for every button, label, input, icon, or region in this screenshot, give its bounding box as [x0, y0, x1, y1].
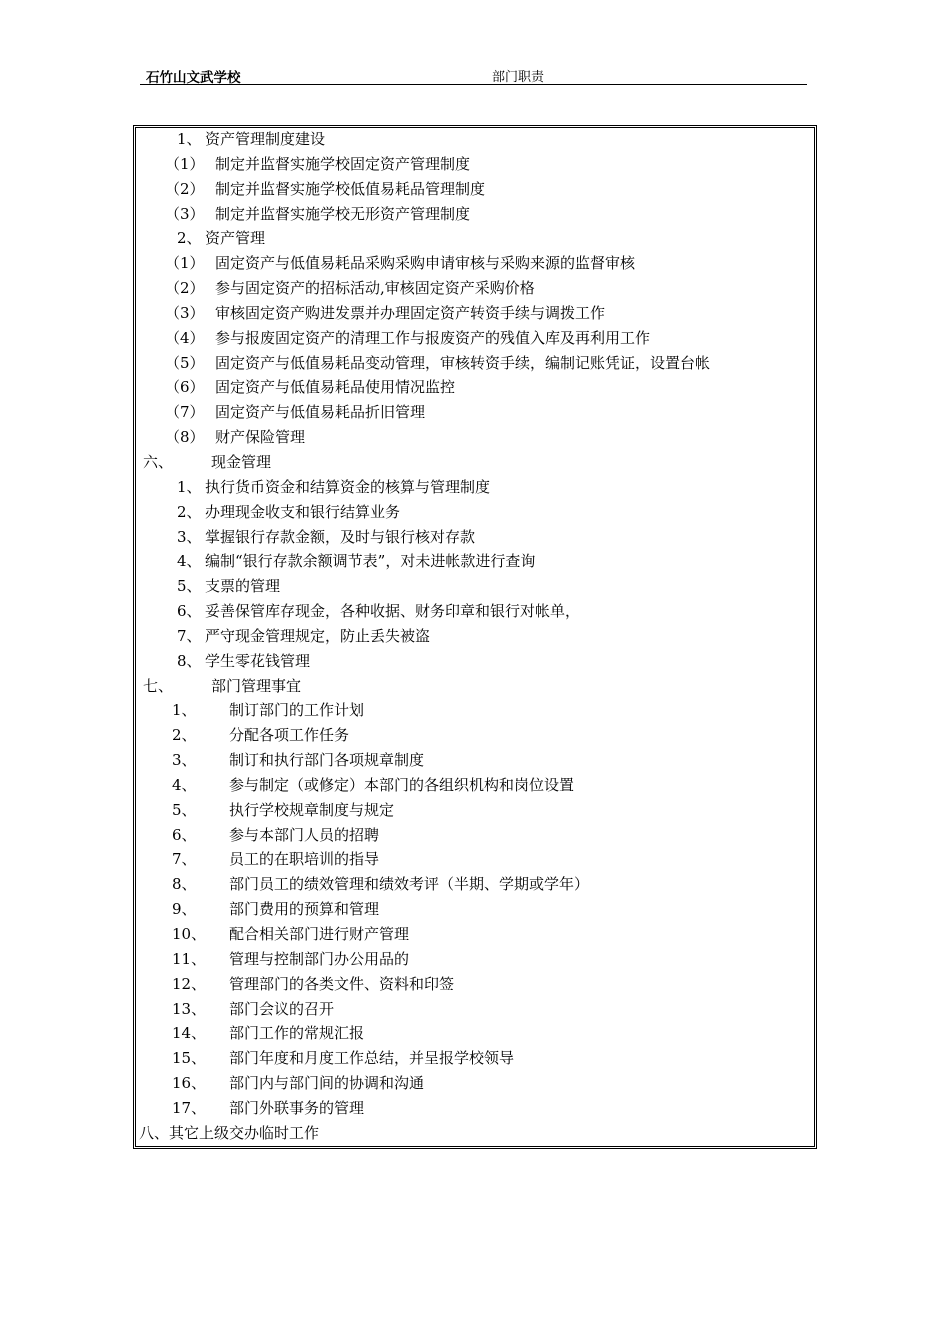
item-number: 6、 — [172, 825, 197, 844]
list-item — [137, 723, 809, 748]
item-number: 17、 — [172, 1098, 207, 1117]
list-item — [137, 674, 809, 699]
item-number: 5、 — [177, 577, 202, 596]
list-item — [137, 400, 809, 425]
item-number: （3） — [165, 303, 205, 322]
item-number: 10、 — [172, 925, 207, 943]
item-number: 六、 — [143, 452, 174, 471]
item-text: 办理现金收支和银行结算业务 — [205, 502, 401, 521]
item-text: 配合相关部门进行财产管理 — [229, 925, 410, 943]
item-number: 2、 — [172, 726, 197, 745]
item-text: 编制“银行存款余额调节表”，对未进帐款进行查询 — [205, 552, 536, 571]
item-text: 管理与控制部门办公用品的 — [229, 949, 410, 968]
item-text: 固定资产与低值易耗品采购采购申请审核与采购来源的监督审核 — [215, 254, 636, 273]
list-item — [137, 1021, 809, 1046]
list-item — [137, 599, 809, 624]
list-item — [137, 351, 809, 376]
list-item — [137, 748, 809, 773]
item-number: 11、 — [172, 949, 207, 968]
item-number: 8、 — [172, 875, 197, 894]
item-number: 16、 — [172, 1074, 207, 1093]
item-text: 管理部门的各类文件、资料和印签 — [229, 974, 455, 993]
item-text: 掌握银行存款金额，及时与银行核对存款 — [205, 527, 476, 546]
item-number: 15、 — [172, 1049, 207, 1068]
list-item — [137, 500, 809, 525]
list-item — [137, 177, 809, 202]
item-text: 部门费用的预算和管理 — [229, 900, 380, 919]
list-item — [137, 226, 809, 251]
item-number: 4、 — [177, 552, 202, 571]
list-item — [137, 276, 809, 301]
item-text: 执行学校规章制度与规定 — [229, 800, 395, 819]
item-number: （4） — [165, 328, 205, 347]
list-item — [137, 425, 809, 450]
item-text: 学生零花钱管理 — [205, 651, 311, 670]
school-name: 石竹山文武学校 — [146, 70, 241, 86]
item-number: 1、 — [172, 701, 197, 720]
item-number: 7、 — [172, 850, 197, 869]
list-item — [137, 897, 809, 922]
item-text: 现金管理 — [211, 452, 272, 471]
list-item — [137, 475, 809, 500]
item-text: 固定资产与低值易耗品折旧管理 — [215, 403, 426, 422]
item-number: 七、 — [143, 676, 174, 695]
list-item — [137, 574, 809, 599]
list-item — [137, 1121, 809, 1146]
list-item — [137, 1046, 809, 1071]
item-number: 9、 — [172, 900, 197, 919]
list-item — [137, 997, 809, 1022]
item-text: 部门员工的绩效管理和绩效考评（半期、学期或学年） — [229, 875, 590, 894]
item-text: 制定并监督实施学校低值易耗品管理制度 — [215, 179, 486, 198]
list-item — [137, 202, 809, 227]
list-item — [137, 972, 809, 997]
list-item — [137, 127, 809, 152]
item-text: 员工的在职培训的指导 — [229, 850, 380, 869]
item-number: （3） — [165, 204, 205, 223]
list-item — [137, 947, 809, 972]
item-number: 14、 — [172, 1024, 207, 1043]
item-number: 3、 — [172, 751, 197, 770]
duty-list — [137, 127, 809, 1146]
list-item — [137, 251, 809, 276]
item-number: 2、 — [177, 229, 202, 248]
item-number: （5） — [165, 353, 205, 372]
item-number: 1、 — [177, 130, 202, 148]
item-number: 5、 — [172, 800, 197, 819]
item-number: 13、 — [172, 999, 207, 1018]
item-text: 制定并监督实施学校无形资产管理制度 — [215, 204, 471, 223]
item-text: 部门会议的召开 — [229, 999, 335, 1018]
list-item — [137, 624, 809, 649]
list-item — [137, 698, 809, 723]
list-item — [137, 649, 809, 674]
list-item — [137, 375, 809, 400]
item-text: 执行货币资金和结算资金的核算与管理制度 — [205, 477, 491, 496]
item-text: 财产保险管理 — [215, 428, 306, 447]
list-item — [137, 326, 809, 351]
item-number: （8） — [165, 428, 205, 447]
list-item — [137, 872, 809, 897]
item-number: 6、 — [177, 602, 202, 621]
list-item — [137, 922, 809, 947]
item-text: 分配各项工作任务 — [229, 726, 350, 745]
item-number: （6） — [165, 378, 205, 397]
item-text: 参与本部门人员的招聘 — [229, 825, 380, 844]
item-number: 八、 — [139, 1123, 170, 1142]
item-number: 8、 — [177, 651, 202, 670]
item-text: 其它上级交办临时工作 — [169, 1123, 320, 1142]
item-text: 部门年度和月度工作总结，并呈报学校领导 — [229, 1049, 515, 1068]
item-number: 1、 — [177, 477, 202, 496]
list-item — [137, 152, 809, 177]
list-item — [137, 1071, 809, 1096]
list-item — [137, 1096, 809, 1121]
page-header — [140, 64, 807, 85]
item-number: （2） — [165, 179, 205, 198]
item-text: 固定资产与低值易耗品使用情况监控 — [215, 378, 456, 397]
item-text: 审核固定资产购进发票并办理固定资产转资手续与调拨工作 — [215, 303, 606, 322]
item-text: 部门内与部门间的协调和沟通 — [229, 1074, 425, 1093]
item-text: 制定并监督实施学校固定资产管理制度 — [215, 154, 471, 173]
list-item — [137, 549, 809, 574]
item-text: 资产管理制度建设 — [205, 130, 326, 148]
item-text: 参与制定（或修定）本部门的各组织机构和岗位设置 — [229, 775, 575, 794]
item-number: （1） — [165, 154, 205, 173]
item-text: 固定资产与低值易耗品变动管理，审核转资手续，编制记账凭证，设置台帐 — [215, 353, 711, 372]
list-item — [137, 525, 809, 550]
item-text: 参与固定资产的招标活动,审核固定资产采购价格 — [215, 279, 535, 298]
item-text: 制订和执行部门各项规章制度 — [229, 751, 425, 770]
document-title: 部门职责 — [492, 70, 545, 85]
item-number: （7） — [165, 403, 205, 422]
item-text: 部门管理事宜 — [211, 676, 302, 695]
item-number: （2） — [165, 279, 205, 298]
item-text: 部门外联事务的管理 — [229, 1098, 365, 1117]
list-item — [137, 823, 809, 848]
item-number: 12、 — [172, 974, 207, 993]
item-text: 制订部门的工作计划 — [229, 701, 365, 720]
item-text: 支票的管理 — [205, 577, 281, 596]
list-item — [137, 773, 809, 798]
item-number: 7、 — [177, 626, 202, 645]
item-number: 4、 — [172, 775, 197, 794]
list-item — [137, 798, 809, 823]
item-number: 3、 — [177, 527, 202, 546]
item-text: 妥善保管库存现金，各种收据、财务印章和银行对帐单， — [205, 602, 581, 621]
item-number: 2、 — [177, 502, 202, 521]
item-text: 严守现金管理规定，防止丢失被盗 — [205, 626, 431, 645]
list-item — [137, 847, 809, 872]
list-item — [137, 301, 809, 326]
item-text: 部门工作的常规汇报 — [229, 1024, 365, 1043]
item-text: 资产管理 — [205, 229, 266, 248]
list-item — [137, 450, 809, 475]
item-text: 参与报废固定资产的清理工作与报废资产的残值入库及再利用工作 — [215, 328, 651, 347]
item-number: （1） — [165, 254, 205, 273]
